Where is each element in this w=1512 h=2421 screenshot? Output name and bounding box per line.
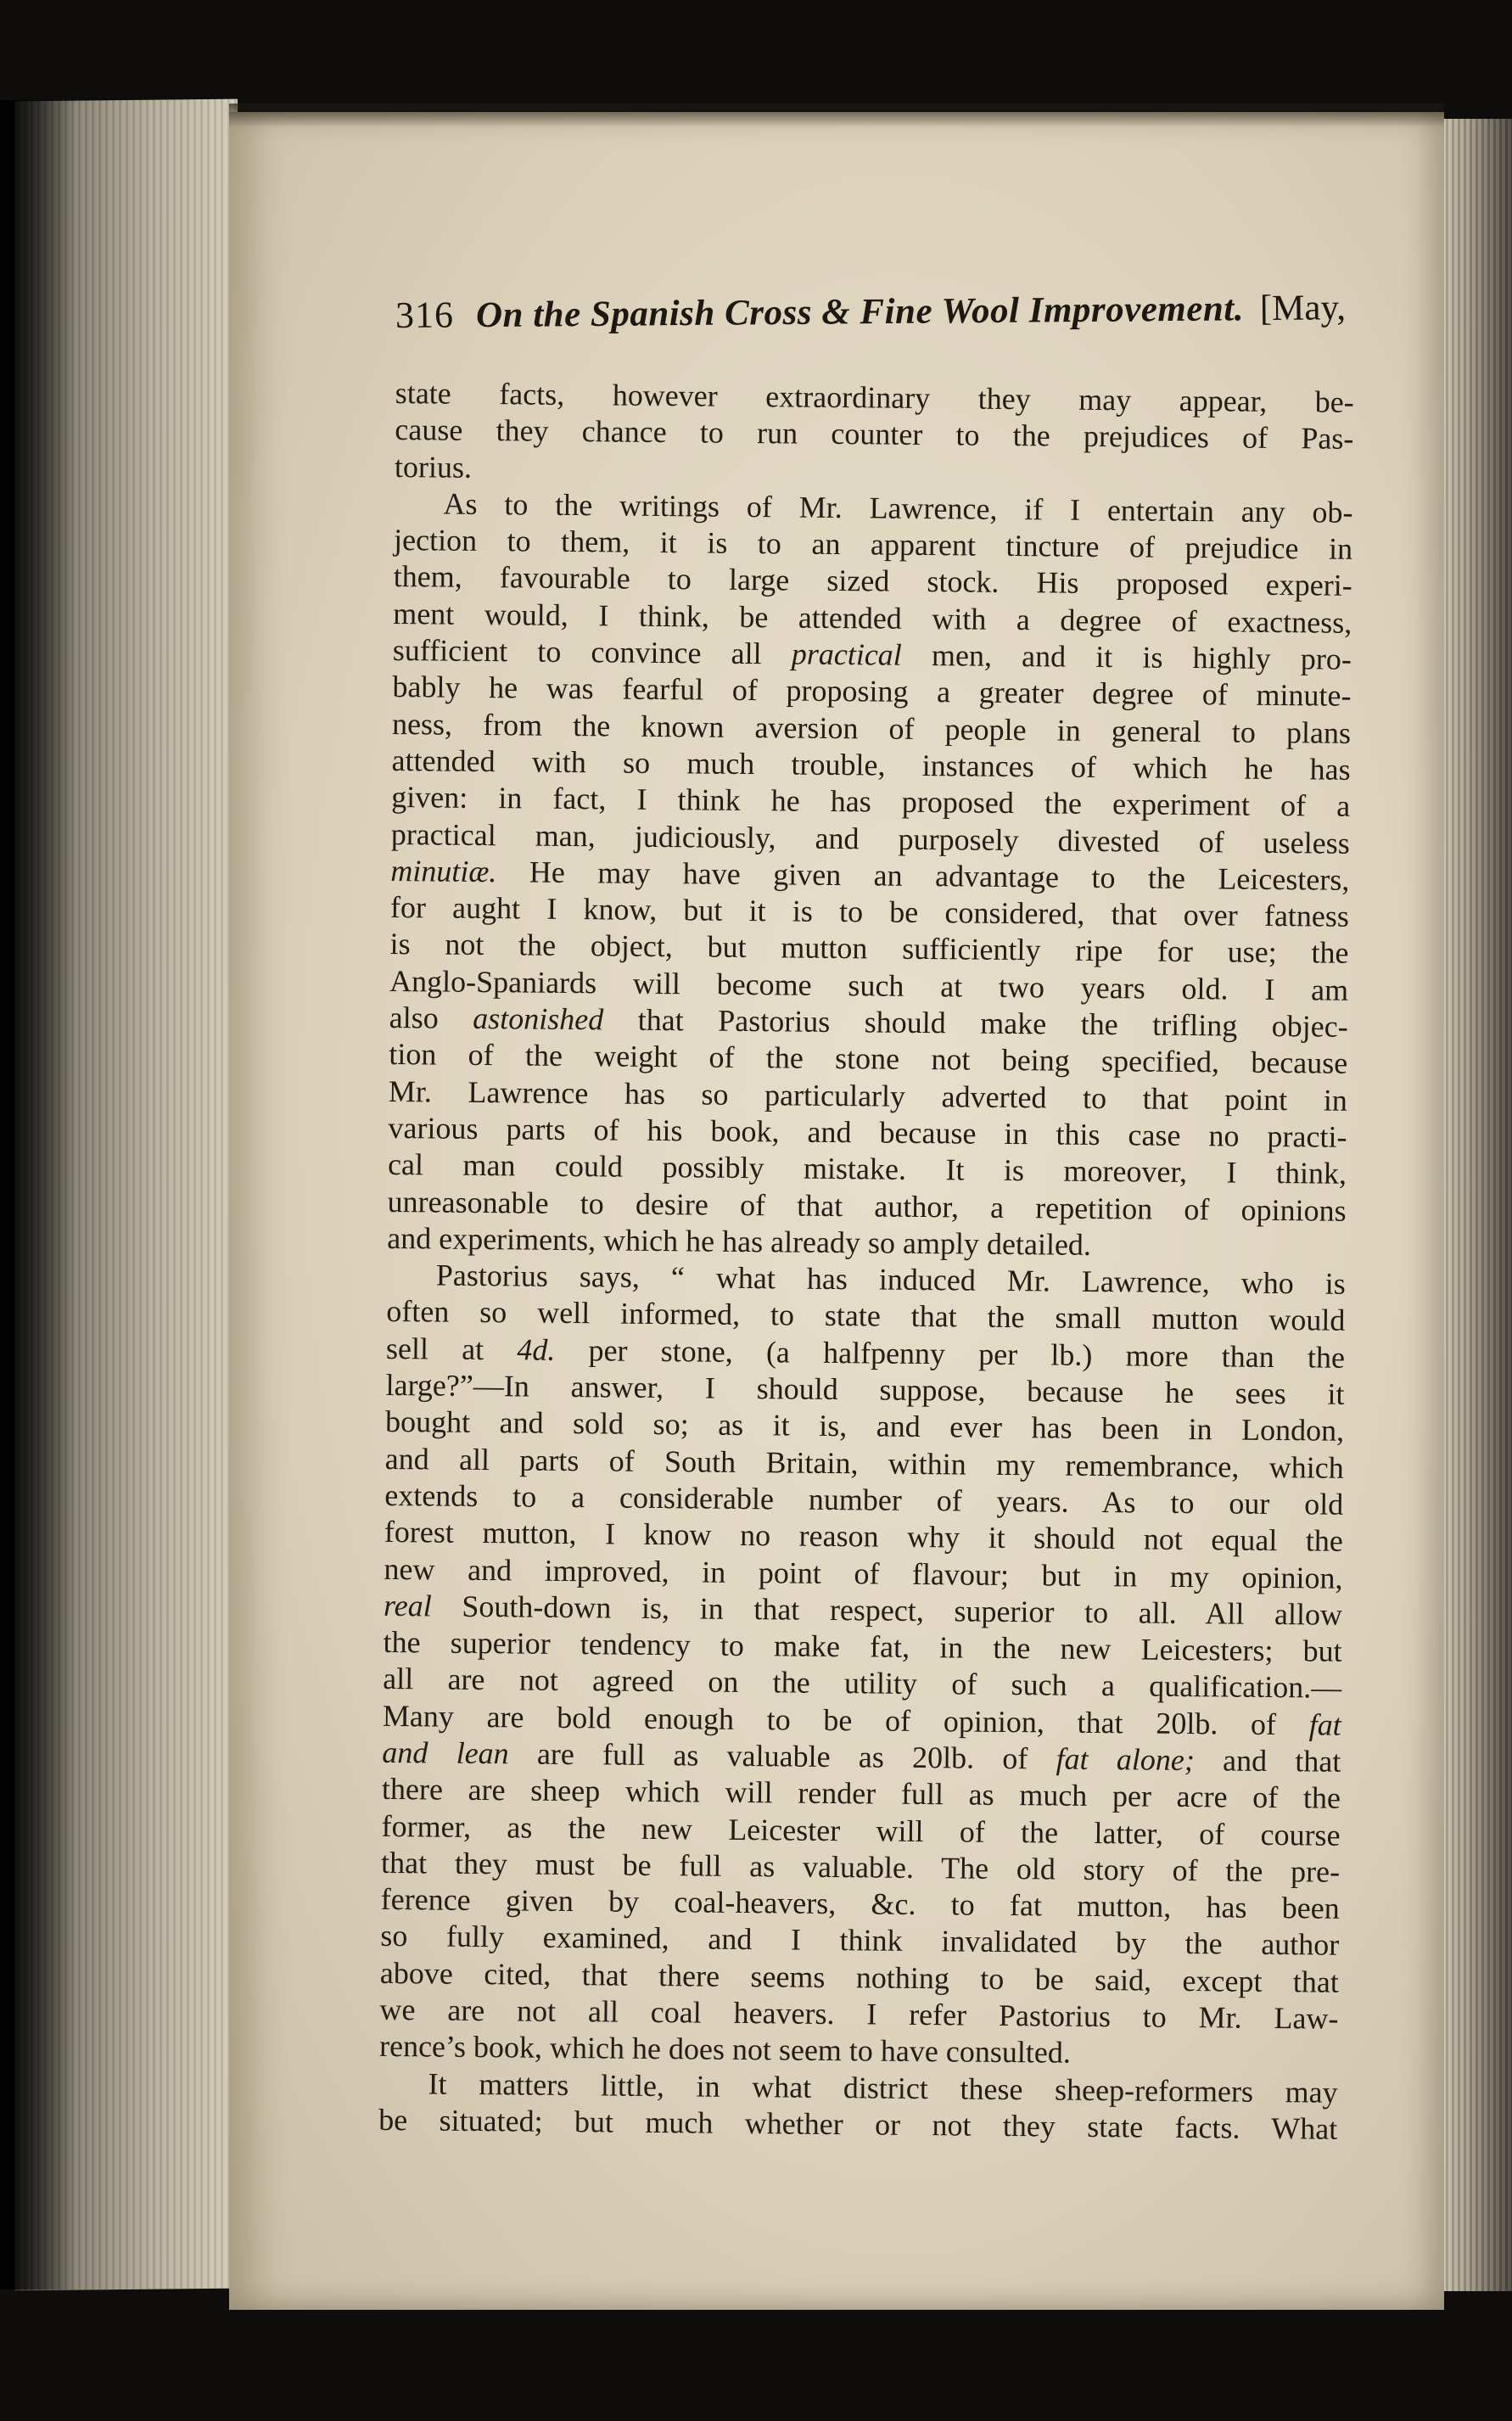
text-segment: ference given by coal-heavers, &c. to fat mutton, has been <box>380 1882 1340 1925</box>
text-segment: are full as valuable as 20lb. of <box>508 1736 1056 1776</box>
text-segment: As to the writings of Mr. Lawrence, if I entertain any ob- <box>443 486 1353 530</box>
text-segment: cal man could possibly mistake. It is moreover, I think, <box>387 1147 1347 1191</box>
text-segment: men, and it is highly pro- <box>901 637 1352 676</box>
text-segment: for aught I know, but it is to be considered, that over fatness <box>389 890 1350 933</box>
italic-text: minutiæ. <box>390 853 497 889</box>
text-segment: often so well informed, to state that the small mutton would <box>386 1294 1346 1338</box>
text-segment: sufficient to convince all <box>392 633 792 671</box>
text-segment: unreasonable to desire of that author, a repetition of opinions <box>387 1184 1347 1228</box>
italic-text: fat alone; <box>1056 1741 1196 1778</box>
text-segment: torius. <box>394 449 473 485</box>
text-segment: cause they chance to run counter to the prejudices of Pas- <box>395 412 1354 457</box>
page-edges-right <box>1434 119 1512 2291</box>
text-segment: Mr. Lawrence has so particularly adverted to that point in <box>388 1073 1348 1118</box>
running-date: [May, <box>1259 288 1347 329</box>
italic-text: and lean <box>382 1734 509 1771</box>
text-segment: and all parts of South Britain, within my remembrance, which <box>384 1441 1344 1485</box>
italic-text: real <box>383 1588 432 1623</box>
text-segment: all are not agreed on the utility of such a qualification.— <box>383 1662 1342 1706</box>
body-text <box>378 375 1354 2148</box>
text-segment: and that <box>1194 1743 1341 1779</box>
text-segment: also <box>389 1000 473 1035</box>
text-segment: South-down is, in that respect, superior to all. All allow <box>431 1589 1343 1632</box>
text-segment: new and improved, in point of flavour; but in my opinion, <box>384 1551 1343 1595</box>
text-segment: the superior tendency to make fat, in the new Leicesters; but <box>383 1625 1342 1668</box>
text-segment: various parts of his book, and because in this case no practi- <box>388 1110 1347 1154</box>
italic-text: fat <box>1308 1707 1341 1742</box>
text-segment: former, as the new Leicester will of the latter, of course <box>381 1808 1341 1852</box>
text-segment: ness, from the known aversion of people in general to plans <box>391 706 1352 750</box>
text-segment: sell at <box>385 1331 518 1367</box>
text-segment: there are sheep which will render full as much per acre of the <box>381 1772 1341 1816</box>
text-segment: ment would, I think, be attended with a degree of exactness, <box>393 596 1352 640</box>
text-segment: extends to a considerable number of years. As to our old <box>384 1477 1344 1522</box>
text-segment: Many are bold enough to be of opinion, that 20lb. of <box>382 1698 1309 1742</box>
binding-shadow <box>0 100 76 2289</box>
text-segment: be situated; but much whether or not they state facts. What <box>378 2102 1338 2146</box>
page-top-shadow <box>229 104 1444 127</box>
text-segment: Anglo-Spaniards will become such at two years old. I am <box>389 963 1349 1007</box>
running-title: On the Spanish Cross & Fine Wool Improvement. <box>475 289 1245 336</box>
text-segment: above cited, that there seems nothing to be said, except that <box>379 1955 1340 1999</box>
text-segment: is not the object, but mutton sufficiently ripe for use; the <box>389 927 1349 971</box>
text-segment: so fully examined, and I think invalidated by the author <box>380 1919 1340 1963</box>
page-number: 316 <box>395 294 455 336</box>
text-segment: that Pastorius should make the trifling objec- <box>603 1002 1348 1044</box>
text-segment: bought and sold so; as it is, and ever has been in London, <box>384 1404 1345 1449</box>
text-segment: Pastorius says, “ what has induced Mr. Lawrence, who is <box>435 1258 1346 1301</box>
text-segment: per stone, (a halfpenny per lb.) more than the <box>555 1332 1346 1375</box>
text-segment: them, favourable to large sized stock. His proposed experi- <box>393 559 1352 603</box>
italic-text: practical <box>791 636 902 672</box>
italic-text: astonished <box>473 1000 604 1037</box>
text-segment: attended with so much trouble, instances of which he has <box>391 743 1351 787</box>
text-segment: rence’s book, which he does not seem to have consulted. <box>378 2029 1072 2071</box>
text-segment: It matters little, in what district these sheep-reformers may <box>428 2066 1338 2110</box>
running-head <box>395 285 1346 337</box>
italic-text: 4d. <box>517 1332 556 1367</box>
text-segment: that they must be full as valuable. The old story of the pre- <box>380 1845 1341 1889</box>
text-segment: given: in fact, I think he has proposed the experiment of a <box>391 780 1351 824</box>
text-segment: bably he was fearful of proposing a greater degree of minute- <box>392 670 1352 714</box>
text-segment: forest mutton, I know no reason why it should not equal the <box>384 1515 1344 1558</box>
text-segment: jection to them, it is to an apparent tincture of prejudice in <box>393 523 1353 567</box>
text-segment: and experiments, which he has already so amply detailed. <box>387 1220 1092 1262</box>
text-segment: He may have given an advantage to the Leicesters, <box>496 855 1350 897</box>
text-segment: we are not all coal heavers. I refer Pastorius to Mr. Law- <box>379 1992 1339 2036</box>
text-segment: large?”—In answer, I should suppose, because he sees it <box>385 1367 1345 1411</box>
text-segment: state facts, however extraordinary they may appear, be- <box>395 375 1354 419</box>
text-segment: tion of the weight of the stone not being specified, because <box>389 1037 1348 1081</box>
text-segment: practical man, judiciously, and purposely divested of useless <box>390 816 1350 860</box>
